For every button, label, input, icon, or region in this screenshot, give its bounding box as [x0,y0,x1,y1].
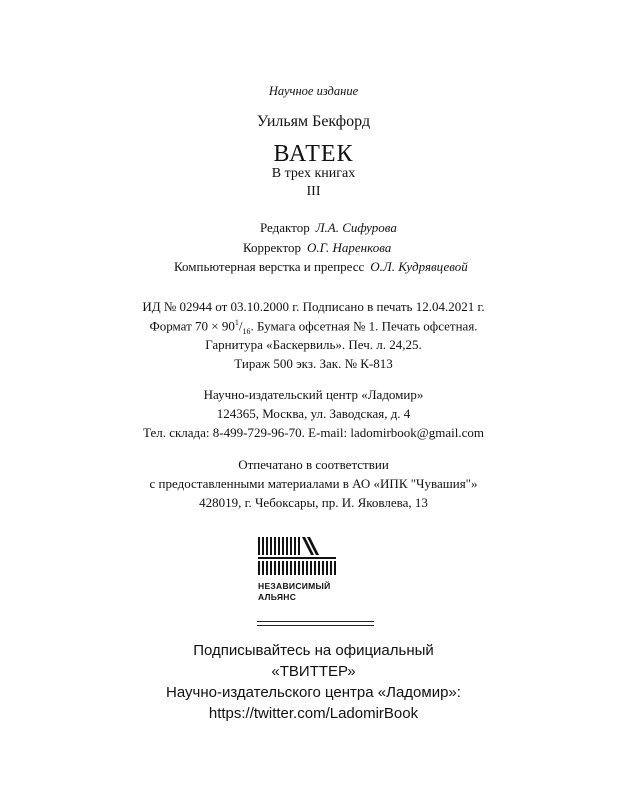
credit-editor [260,220,397,236]
imprint-typeface: Гарнитура «Баскервиль». Печ. л. 24,25. [205,337,422,352]
volume-number: III [306,184,321,199]
divider-rule-bottom [257,625,374,626]
credit-role: Компьютерная верстка и препресс [174,259,365,274]
book-subtitle: В трех книгах [271,166,356,181]
promo-line-3: Научно-издательского центра «Ладомир»: [166,684,461,701]
imprint-print-run: Тираж 500 экз. Зак. № К-813 [234,356,393,371]
book-title: ВАТЕК [273,141,354,167]
twitter-link[interactable]: https://twitter.com/LadomirBook [208,705,419,722]
series-label: Научное издание [268,84,359,98]
credit-name: Л.А. Сифурова [315,220,397,235]
credit-layout [174,259,468,275]
publisher-name: Научно-издательский центр «Ладомир» [203,387,424,402]
publisher-contacts: Тел. склада: 8-499-729-96-70. E-mail: ladomirbook@gmail.com [143,425,484,440]
printer-line-1: Отпечатано в соответствии [238,457,389,472]
printer-line-3: 428019, г. Чебоксары, пр. И. Яковлева, 13 [199,495,428,510]
promo-line-1: Подписывайтесь на официальный [193,642,434,659]
credit-name: О.Л. Кудрявцевой [370,259,468,274]
printer-line-2: с предоставленными материалами в АО «ИПК "Чувашия"» [149,476,478,491]
credit-role: Корректор [243,240,301,255]
logo-text-line-1: НЕЗАВИСИМЫЙ [258,581,331,591]
credit-role: Редактор [260,220,310,235]
author-name: Уильям Бекфорд [256,113,371,130]
imprint-license: ИД № 02944 от 03.10.2000 г. Подписано в печать 12.04.2021 г. [142,299,485,314]
imprint-format: Формат $70 \times 90^1/_{16}$. Бумага офсетная № 1. Печать офсетная. [149,318,478,336]
logo-text-line-2: АЛЬЯНС [258,592,297,602]
divider-rule-top [257,621,374,622]
credit-name: О.Г. Наренкова [306,240,392,255]
promo-line-2: «ТВИТТЕР» [271,663,356,680]
credit-proofreader [243,240,391,256]
publisher-address: 124365, Москва, ул. Заводская, д. 4 [216,406,411,421]
